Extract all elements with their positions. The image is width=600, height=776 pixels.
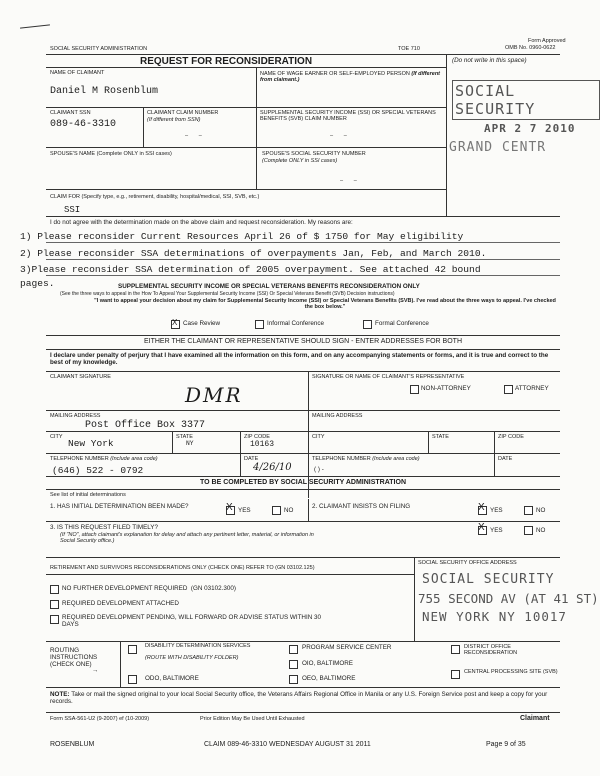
- route-oio-checkbox[interactable]: [289, 660, 298, 669]
- sign-heading: EITHER THE CLAIMANT OR REPRESENTATIVE SHOULD SIGN - ENTER ADDRESSES FOR BOTH: [143, 338, 463, 345]
- route-odo-checkbox[interactable]: [128, 675, 137, 684]
- reason-line-3[interactable]: 3)Please reconsider SSA determination of 2005 overpayment. See attached 42 bound: [20, 264, 481, 275]
- claim-number-label: CLAIMANT CLAIM NUMBER: [147, 110, 219, 116]
- form-title: REQUEST FOR RECONSIDERATION: [140, 56, 313, 67]
- q1-no-checkbox[interactable]: [272, 506, 281, 515]
- route-dds-label: DISABILITY DETERMINATION SERVICES: [145, 643, 251, 649]
- q3-no-label: NO: [536, 527, 546, 534]
- rep-state-label: STATE: [432, 434, 449, 440]
- ssn-value[interactable]: 089-46-3310: [50, 119, 117, 130]
- reason-line-1[interactable]: 1) Please reconsider Current Resources April 26 of $ 1750 for May eligibility: [20, 231, 464, 242]
- retirement-heading: RETIREMENT AND SURVIVORS RECONSIDERATIONS ONLY (CHECK ONE) REFER TO (GN 03102.125): [50, 565, 315, 571]
- rep-phone-value[interactable]: ( ) -: [314, 466, 324, 473]
- toe-code: TOE 710: [398, 46, 420, 52]
- mailing-label: MAILING ADDRESS: [50, 413, 101, 419]
- ssi-section-sub: (See the three ways to appeal in the How To Appeal Your Supplemental Security Income (SSI) Or Special Veterans Benefit (SVB) Decision instructions): [60, 291, 395, 297]
- q2-no-label: NO: [536, 507, 546, 514]
- route-psc-label: PROGRAM SERVICE CENTER: [302, 644, 392, 651]
- received-stamp-line1: SOCIAL SECURITY: [452, 80, 600, 120]
- rep-phone-label: TELEPHONE NUMBER (Include area code): [312, 456, 420, 462]
- case-review-check: X: [172, 318, 178, 327]
- rep-mailing-label: MAILING ADDRESS: [312, 413, 363, 419]
- reason-line-4[interactable]: pages.: [20, 278, 55, 289]
- received-stamp-date: APR 2 7 2010: [484, 122, 576, 135]
- do-not-write-label: (Do not write in this space): [452, 57, 527, 64]
- attorney-label: ATTORNEY: [515, 385, 549, 392]
- reasons-intro: I do not agree with the determination made on the above claim and request reconsideration. My reasons are:: [50, 219, 353, 226]
- formal-conference-checkbox[interactable]: [363, 320, 372, 329]
- route-oeo-label: OEO, BALTIMORE: [302, 675, 356, 682]
- non-attorney-checkbox[interactable]: [410, 385, 419, 394]
- route-central-label: CENTRAL PROCESSING SITE (SVB): [464, 669, 558, 675]
- copy-designation: Claimant: [520, 715, 550, 722]
- footer-note: NOTE: Take or mail the signed original to your local Social Security office, the Veterans Affairs Regional Office in Manila or any U.S. Foreign Service post and keep a copy for your records.: [50, 691, 548, 705]
- mailing-value[interactable]: Post Office Box 3377: [85, 420, 206, 431]
- ssn-label: CLAIMANT SSN: [50, 110, 91, 116]
- q2-yes-check: X: [478, 502, 485, 513]
- agency-name: SOCIAL SECURITY ADMINISTRATION: [50, 46, 148, 52]
- formal-conference-label: Formal Conference: [375, 320, 429, 327]
- ssa-heading: TO BE COMPLETED BY SOCIAL SECURITY ADMINISTRATION: [200, 479, 406, 486]
- q3-no-checkbox[interactable]: [524, 526, 533, 535]
- q1-yes-label: YES: [238, 507, 251, 514]
- initial-determinations-label: See list of initial determinations: [50, 492, 126, 498]
- spouse-ssn-note: (Complete ONLY in SSI cases): [262, 158, 338, 164]
- dev-attached-checkbox[interactable]: [50, 600, 59, 609]
- claimant-signature[interactable]: DMR: [185, 383, 243, 407]
- representative-label: SIGNATURE OR NAME OF CLAIMANT'S REPRESENTATIVE: [312, 374, 465, 380]
- q3-label: 3. IS THIS REQUEST FILED TIMELY?: [50, 524, 159, 531]
- phone-value[interactable]: (646) 522 - 0792: [52, 465, 144, 476]
- routing-label: ROUTING INSTRUCTIONS (CHECK ONE): [50, 647, 98, 668]
- q3-note: (If "NO", attach claimant's explanation for delay and attach any pertinent letter, material, or information in Social Security office.): [60, 532, 314, 544]
- ssi-claim-label: SUPPLEMENTAL SECURITY INCOME (SSI) OR SPECIAL VETERANS BENEFITS (SVB) CLAIM NUMBER: [260, 110, 436, 122]
- q1-no-label: NO: [284, 507, 294, 514]
- dev-attached-label: REQUIRED DEVELOPMENT ATTACHED: [62, 600, 179, 607]
- phone-label: TELEPHONE NUMBER (Include area code): [50, 456, 158, 462]
- office-stamp-line3: NEW YORK NY 10017: [422, 609, 567, 624]
- office-address-label: SOCIAL SECURITY OFFICE ADDRESS: [418, 560, 517, 566]
- office-stamp-line2: 755 SECOND AV (AT 41 ST): [418, 591, 599, 606]
- claimant-name-value[interactable]: Daniel M Rosenblum: [50, 86, 159, 97]
- informal-conference-label: Informal Conference: [267, 320, 325, 327]
- q1-yes-check: X: [226, 502, 233, 513]
- no-further-label: NO FURTHER DEVELOPMENT REQUIRED (GN 03102.300): [62, 585, 237, 592]
- office-stamp-line1: SOCIAL SECURITY: [422, 572, 555, 587]
- claim-for-label: CLAIM FOR (Specify type, e.g., retirement, disability, hospital/medical, SSI, SVB, etc.): [50, 194, 260, 200]
- bottom-claim: CLAIM 089-46-3310 WEDNESDAY AUGUST 31 2011: [204, 741, 371, 748]
- rep-zip-label: ZIP CODE: [498, 434, 524, 440]
- q2-no-checkbox[interactable]: [524, 506, 533, 515]
- zip-value[interactable]: 10163: [250, 440, 275, 449]
- form-approved: Form Approved: [528, 38, 566, 44]
- spouse-ssn-dashes: – –: [340, 178, 357, 184]
- route-oio-label: OIO, BALTIMORE: [302, 660, 353, 667]
- informal-conference-checkbox[interactable]: [255, 320, 264, 329]
- claim-for-value[interactable]: SSI: [64, 205, 81, 215]
- q3-yes-label: YES: [490, 527, 503, 534]
- route-dds-checkbox[interactable]: [128, 645, 137, 654]
- state-value[interactable]: NY: [186, 440, 194, 447]
- rep-date-label: DATE: [498, 456, 513, 462]
- q2-label: 2. CLAIMANT INSISTS ON FILING: [312, 503, 411, 510]
- dev-pending-checkbox[interactable]: [50, 615, 59, 624]
- date-value[interactable]: 4/26/10: [253, 462, 292, 473]
- ssi-section-want: "I want to appeal your decision about my claim for Supplemental Security Income (SSI) or Special Veterans Benefits (SVB). I've read about the three ways to appeal. I've checked the box below.": [94, 298, 556, 310]
- route-dds-note: (ROUTE WITH DISABILITY FOLDER): [145, 655, 239, 661]
- route-oeo-checkbox[interactable]: [289, 675, 298, 684]
- route-district-checkbox[interactable]: [451, 645, 460, 654]
- reason-line-2[interactable]: 2) Please reconsider SSA determinations of overpayments Jan, Feb, and March 2010.: [20, 248, 487, 259]
- zip-label: ZIP CODE: [244, 434, 270, 440]
- no-further-checkbox[interactable]: [50, 585, 59, 594]
- case-review-label: Case Review: [183, 320, 221, 327]
- received-stamp-line3: GRAND CENTR: [449, 140, 547, 155]
- date-label: DATE: [244, 456, 259, 462]
- route-psc-checkbox[interactable]: [289, 645, 298, 654]
- ssi-claim-dashes: – –: [330, 133, 347, 139]
- claim-number-note: (If different from SSN): [147, 117, 201, 123]
- q1-label: 1. HAS INITIAL DETERMINATION BEEN MADE?: [50, 503, 189, 510]
- omb-number: OMB No. 0960-0622: [505, 45, 556, 51]
- spouse-ssn-label: SPOUSE'S SOCIAL SECURITY NUMBER: [262, 151, 366, 157]
- bottom-name: ROSENBLUM: [50, 741, 95, 748]
- city-label: CITY: [50, 434, 63, 440]
- routing-arrow-icon: →: [92, 667, 99, 674]
- q2-yes-label: YES: [490, 507, 503, 514]
- wage-earner-label: NAME OF WAGE EARNER OR SELF-EMPLOYED PERSON (If different from claimant.): [260, 71, 441, 83]
- non-attorney-label: NON-ATTORNEY: [421, 385, 471, 392]
- page-number: Page 9 of 35: [486, 741, 526, 748]
- state-label: STATE: [176, 434, 193, 440]
- dev-pending-label: REQUIRED DEVELOPMENT PENDING, WILL FORWARD OR ADVISE STATUS WITHIN 30 DAYS: [62, 614, 322, 628]
- rep-city-label: CITY: [312, 434, 325, 440]
- city-value[interactable]: New York: [68, 438, 114, 449]
- claimant-signature-label: CLAIMANT SIGNATURE: [50, 374, 111, 380]
- route-district-label: DISTRICT OFFICE RECONSIDERATION: [464, 644, 518, 656]
- spouse-name-label: SPOUSE'S NAME (Complete ONLY in SSI cases): [50, 151, 172, 157]
- declaration-text: I declare under penalty of perjury that I have examined all the information on this form, and on any accompanying statements or forms, and it is true and correct to the best of my knowledge.: [50, 352, 549, 366]
- top-scribble: [20, 24, 50, 28]
- claim-number-dashes: – –: [185, 133, 202, 139]
- q3-yes-check: X: [478, 522, 485, 533]
- ssi-section-heading: SUPPLEMENTAL SECURITY INCOME OR SPECIAL VETERANS BENEFITS RECONSIDERATION ONLY: [118, 283, 420, 290]
- route-odo-label: ODO, BALTIMORE: [145, 675, 199, 682]
- prior-edition: Prior Edition May Be Used Until Exhausted: [200, 716, 305, 722]
- form-id: Form SSA-561-U2 (9-2007) ef (10-2009): [50, 716, 150, 722]
- claimant-name-label: NAME OF CLAIMANT: [50, 70, 105, 76]
- attorney-checkbox[interactable]: [504, 385, 513, 394]
- route-central-checkbox[interactable]: [451, 670, 460, 679]
